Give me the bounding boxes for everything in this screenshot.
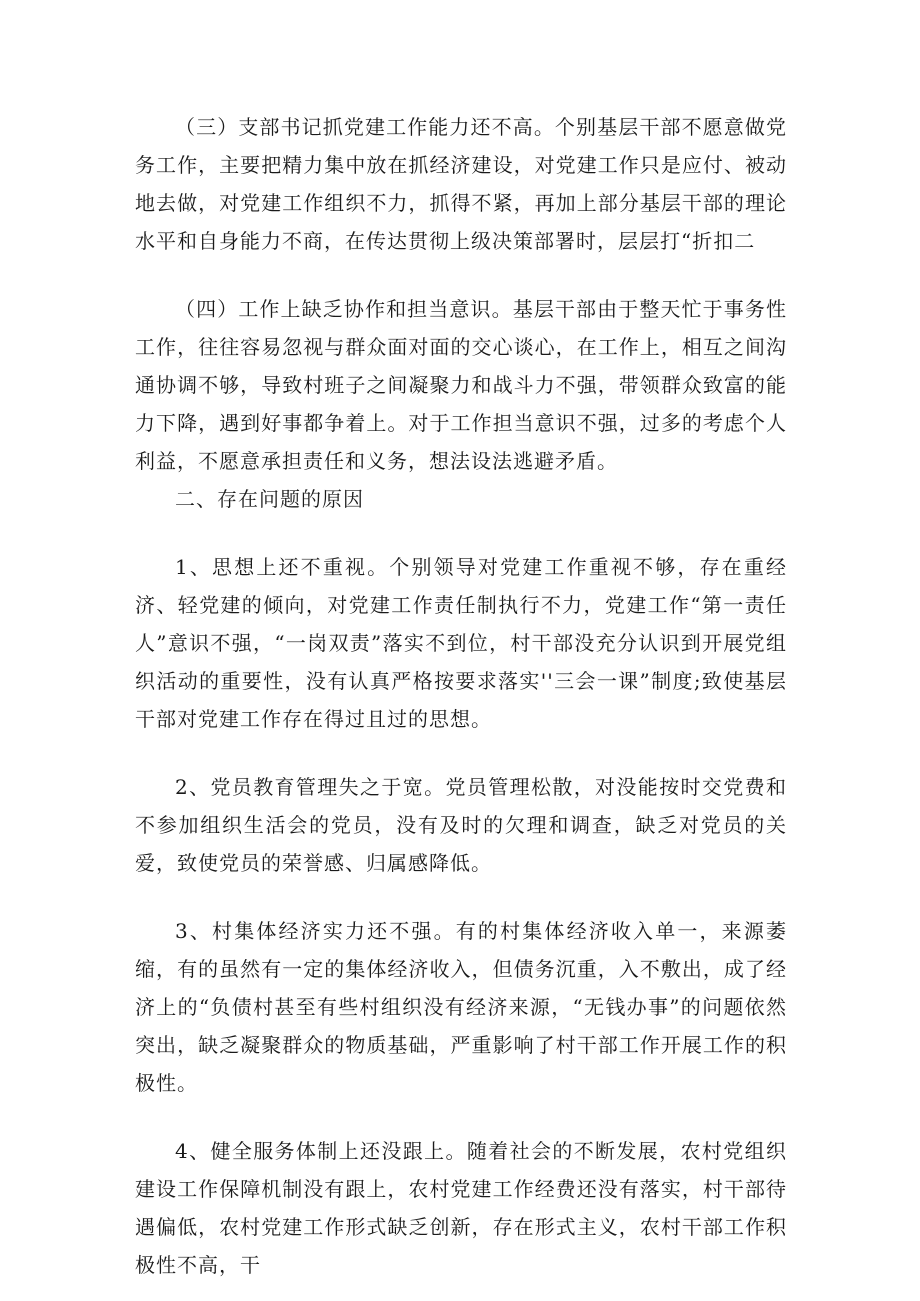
paragraph-cause-1: 1、思想上还不重视。个别领导对党建工作重视不够，存在重经济、轻党建的倾向，对党建工作责任制执行不力，党建工作“第一责任人”意识不强，“一岗双责”落实不到位，村干部没充分认识到开展党组织活动的重要性，没有认真严格按要求落实''三会一课”制度;致使基层干部对党建工作存在得过且过的思想。 — [135, 555, 787, 731]
document-body — [135, 108, 787, 1284]
paragraph-cause-4: 4、健全服务体制上还没跟上。随着社会的不断发展，农村党组织建设工作保障机制没有跟上，农村党建工作经费还没有落实，村干部待遇偏低，农村党建工作形式缺乏创新，存在形式主义，农村干部工作积极性不高，干 — [135, 1139, 787, 1277]
paragraph-cause-2: 2、党员教育管理失之于宽。党员管理松散，对没能按时交党费和不参加组织生活会的党员，没有及时的欠理和调查，缺乏对党员的关爱，致使党员的荣誉感、归属感降低。 — [135, 775, 787, 875]
paragraph-branch-secretary: （三）支部书记抓党建工作能力还不高。个别基层干部不愿意做党务工作，主要把精力集中放在抓经济建设，对党建工作只是应付、被动地去做，对党建工作组织不力，抓得不紧，再加上部分基层干部的理论水平和自身能力不商，在传达贯彻上级决策部署时，层层打“折扣二 — [135, 115, 787, 253]
paragraph-cause-3: 3、村集体经济实力还不强。有的村集体经济收入单一，来源萎缩，有的虽然有一定的集体经济收入，但债务沉重，入不敷出，成了经济上的“负债村甚至有些村组织没有经济来源，“无钱办事”的问题依然突出，缺乏凝聚群众的物质基础，严重影响了村干部工作开展工作的积极性。 — [135, 919, 787, 1095]
paragraph-cooperation: （四）工作上缺乏协作和担当意识。基层干部由于整天忙于事务性工作，往往容易忽视与群众面对面的交心谈心，在工作上，相互之间沟通协调不够，导致村班子之间凝聚力和战斗力不强，带领群众致富的能力下降，遇到好事都争着上。对于工作担当意识不强，过多的考虑个人利益，不愿意承担责任和义务，想法设法逃避矛盾。 — [135, 297, 787, 473]
section-heading-causes: 二、存在问题的原因 — [175, 487, 364, 511]
